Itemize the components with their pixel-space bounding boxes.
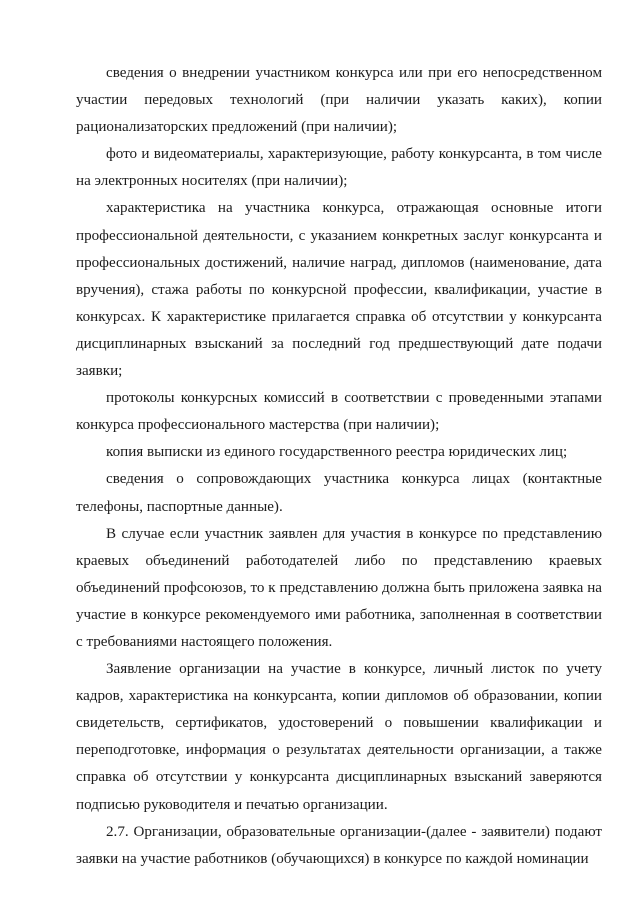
document-body <box>76 60 602 873</box>
paragraph-accompanying-persons: сведения о сопровождающих участника конкурса лицах (контактные телефоны, паспортные данные). <box>76 471 602 515</box>
paragraph-characteristic: характеристика на участника конкурса, отражающая основные итоги профессиональной деятельности, с указанием конкретных заслуг конкурсанта и профессиональных достижений, наличие наград, дипломов (наименование, дата вручения), стажа работы по конкурсной профессии, квалификации, участие в конкурсах. К характеристике прилагается справка об отсутствии у конкурсанта дисциплинарных взысканий за последний год предшествующий дате подачи заявки; <box>76 200 602 380</box>
paragraph-registry-extract: копия выписки из единого государственного реестра юридических лиц; <box>106 444 568 461</box>
paragraph-photo-video: фото и видеоматериалы, характеризующие, работу конкурсанта, в том числе на электронных носителях (при наличии); <box>76 146 602 190</box>
paragraph-certification: Заявление организации на участие в конкурсе, личный листок по учету кадров, характеристика на конкурсанта, копии дипломов об образовании, копии свидетельств, сертификатов, удостоверений о повышении квалификации и переподготовке, информация о результатах деятельности организации, а также справка об отсутствии у конкурсанта дисциплинарных взысканий заверяются подписью руководителя и печатью организации. <box>76 661 602 813</box>
paragraph-regional-associations: В случае если участник заявлен для участия в конкурсе по представлению краевых объединений работодателей либо по представлению краевых объединений профсоюзов, то к представлению должна быть приложена заявка на участие в конкурсе рекомендуемого ими работника, заполненная в соответствии с требованиями настоящего положения. <box>76 525 602 650</box>
paragraph-commission-protocols: протоколы конкурсных комиссий в соответствии с проведенными этапами конкурса профессионального мастерства (при наличии); <box>76 390 602 434</box>
paragraph-section-2-7: 2.7. Организации, образовательные организации-(далее - заявители) подают заявки на участие работников (обучающихся) в конкурсе по каждой номинации <box>76 823 602 867</box>
paragraph-innovation-info: сведения о внедрении участником конкурса или при его непосредственном участии передовых технологий (при наличии указать каких), копии рационализаторских предложений (при наличии); <box>76 65 602 136</box>
